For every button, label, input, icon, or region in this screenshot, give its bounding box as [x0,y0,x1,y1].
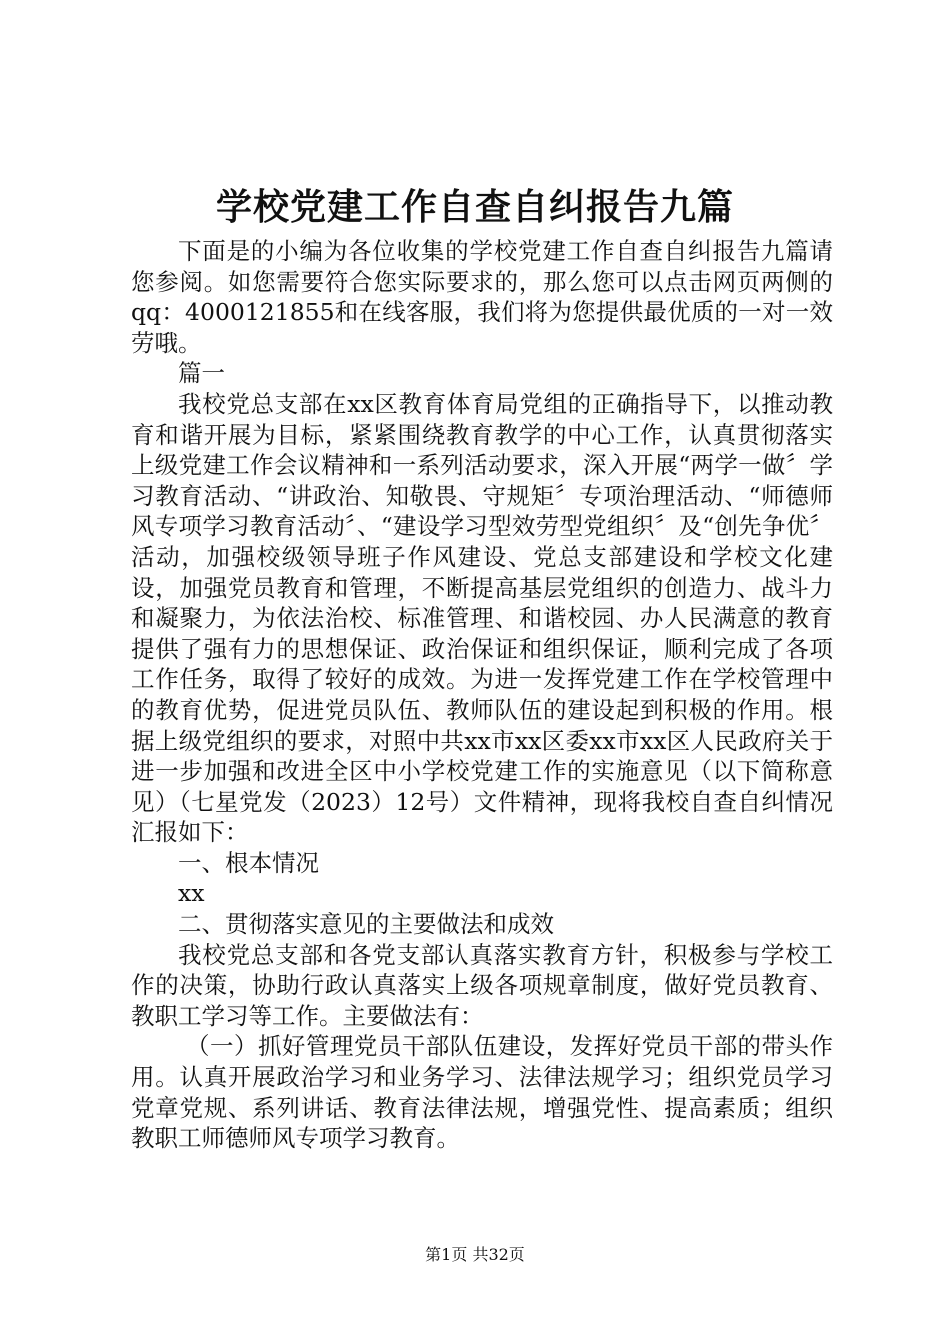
page-number: 第1页 共32页 [425,1245,525,1264]
paragraph-placeholder: xx [178,879,205,908]
paragraph-practice: 我校党总支部和各党支部认真落实教育方针，积极参与学校工作的决策，协助行政认真落实上级各项规章制度，做好党员教育、教职工学习等工作。主要做法有： [131,940,833,1030]
paragraph-main: 我校党总支部在xx区教育体育局党组的正确指导下，以推动教育和谐开展为目标，紧紧围绕教育教学的中心工作，认真贯彻落实上级党建工作会议精神和一系列活动要求，深入开展“两学一做〞学习教育活动、“讲政治、知敬畏、守规矩〞专项治理活动、“师德师风专项学习教育活动〞、“建设学习型效劳型党组织〞及“创先争优〞活动，加强校级领导班子作风建设、党总支部建设和学校文化建设，加强党员教育和管理，不断提高基层党组织的创造力、战斗力和凝聚力，为依法治校、标准管理、和谐校园、办人民满意的教育提供了强有力的思想保证、政治保证和组织保证，顺利完成了各项工作任务，取得了较好的成效。为进一发挥党建工作在学校管理中的教育优势，促进党员队伍、教师队伍的建设起到积极的作用。根据上级党组织的要求，对照中共xx市xx区委xx市xx区人民政府关于进一步加强和改进全区中小学校党建工作的实施意见（以下简称意见）（七星党发（2023）12号）文件精神，现将我校自查自纠情况汇报如下： [131,389,833,847]
paragraph-intro: 下面是的小编为各位收集的学校党建工作自查自纠报告九篇请您参阅。如您需要符合您实际要求的，那么您可以点击网页两侧的qq：4000121855和在线客服，我们将为您提供最优质的一对一效劳哦。 [131,237,833,357]
paragraph-heading-practice: 二、贯彻落实意见的主要做法和成效 [178,910,554,939]
paragraph-section-heading: 篇一 [178,359,225,388]
document-body [131,236,833,1154]
paragraph-heading-basic: 一、根本情况 [178,848,319,877]
document-title: 学校党建工作自查自纠报告九篇 [215,186,734,228]
paragraph-item-one: （一）抓好管理党员干部队伍建设，发挥好党员干部的带头作用。认真开展政治学习和业务学习、法律法规学习；组织党员学习党章党规、系列讲话、教育法律法规，增强党性、提高素质；组织教职工师德师风专项学习教育。 [131,1032,833,1153]
